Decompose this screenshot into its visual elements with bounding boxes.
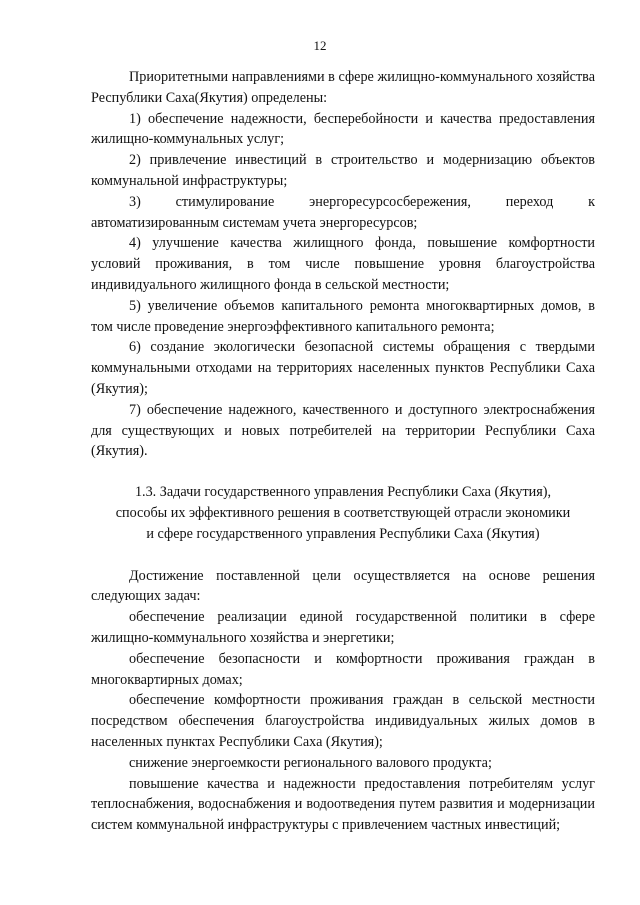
task-item-4: снижение энергоемкости регионального валового продукта; bbox=[129, 754, 492, 771]
task-item-1: обеспечение реализации единой государственной политики в сфере жилищно-коммунального хозяйства и энергетики; bbox=[91, 609, 595, 646]
list-item-5: 5) увеличение объемов капитального ремонта многоквартирных домов, в том числе проведение энергоэффективного капитального ремонта; bbox=[91, 297, 595, 335]
list-item-2: 2) привлечение инвестиций в строительство и модернизацию объектов коммунальной инфраструктуры; bbox=[91, 152, 595, 189]
list-item-7: 7) обеспечение надежного, качественного и доступного электроснабжения для существующих и новых потребителей на территории Республики Саха (Якутия). bbox=[91, 401, 595, 460]
list-item-4: 4) улучшение качества жилищного фонда, повышение комфортности условий проживания, в том числе повышение уровня благоустройства индивидуального жилищного фонда в сельской местности; bbox=[91, 235, 595, 293]
task-item-3: обеспечение комфортности проживания граждан в сельской местности посредством обеспечения благоустройства индивидуальных жилых домов в населенных пунктах Республики Саха (Якутия); bbox=[91, 692, 595, 750]
task-item-2: обеспечение безопасности и комфортности проживания граждан в многоквартирных домах; bbox=[91, 650, 595, 688]
list-item-3: 3) стимулирование энергоресурсосбережения, переход к автоматизированным системам учета энергоресурсов; bbox=[91, 193, 595, 231]
tasks-section bbox=[91, 566, 595, 836]
intro-paragraph: Приоритетными направлениями в сфере жилищно-коммунального хозяйства Республики Саха(Якутия) определены: bbox=[91, 69, 595, 106]
page-number: 12 bbox=[313, 38, 327, 53]
heading-line-3: и сфере государственного управления Республики Саха (Якутия) bbox=[146, 525, 540, 542]
document-body bbox=[91, 67, 595, 836]
list-item-1: 1) обеспечение надежности, бесперебойности и качества предоставления жилищно-коммунальных услуг; bbox=[91, 110, 595, 148]
section-heading bbox=[91, 482, 595, 544]
task-item-5: повышение качества и надежности предоставления потребителям услуг теплоснабжения, водоснабжения и водоотведения путем развития и модернизации систем коммунальной инфраструктуры с привлечением частных инвестиций; bbox=[91, 775, 595, 834]
heading-line-2: способы их эффективного решения в соответствующей отрасли экономики bbox=[115, 504, 571, 521]
tasks-intro-paragraph: Достижение поставленной цели осуществляется на основе решения следующих задач: bbox=[91, 567, 595, 605]
heading-line-1: 1.3. Задачи государственного управления Республики Саха (Якутия), bbox=[134, 484, 552, 501]
priority-directions-section bbox=[91, 67, 595, 462]
list-item-6: 6) создание экологически безопасной системы обращения с твердыми коммунальными отходами на территориях населенных пунктов Республики Саха (Якутия); bbox=[91, 339, 595, 397]
